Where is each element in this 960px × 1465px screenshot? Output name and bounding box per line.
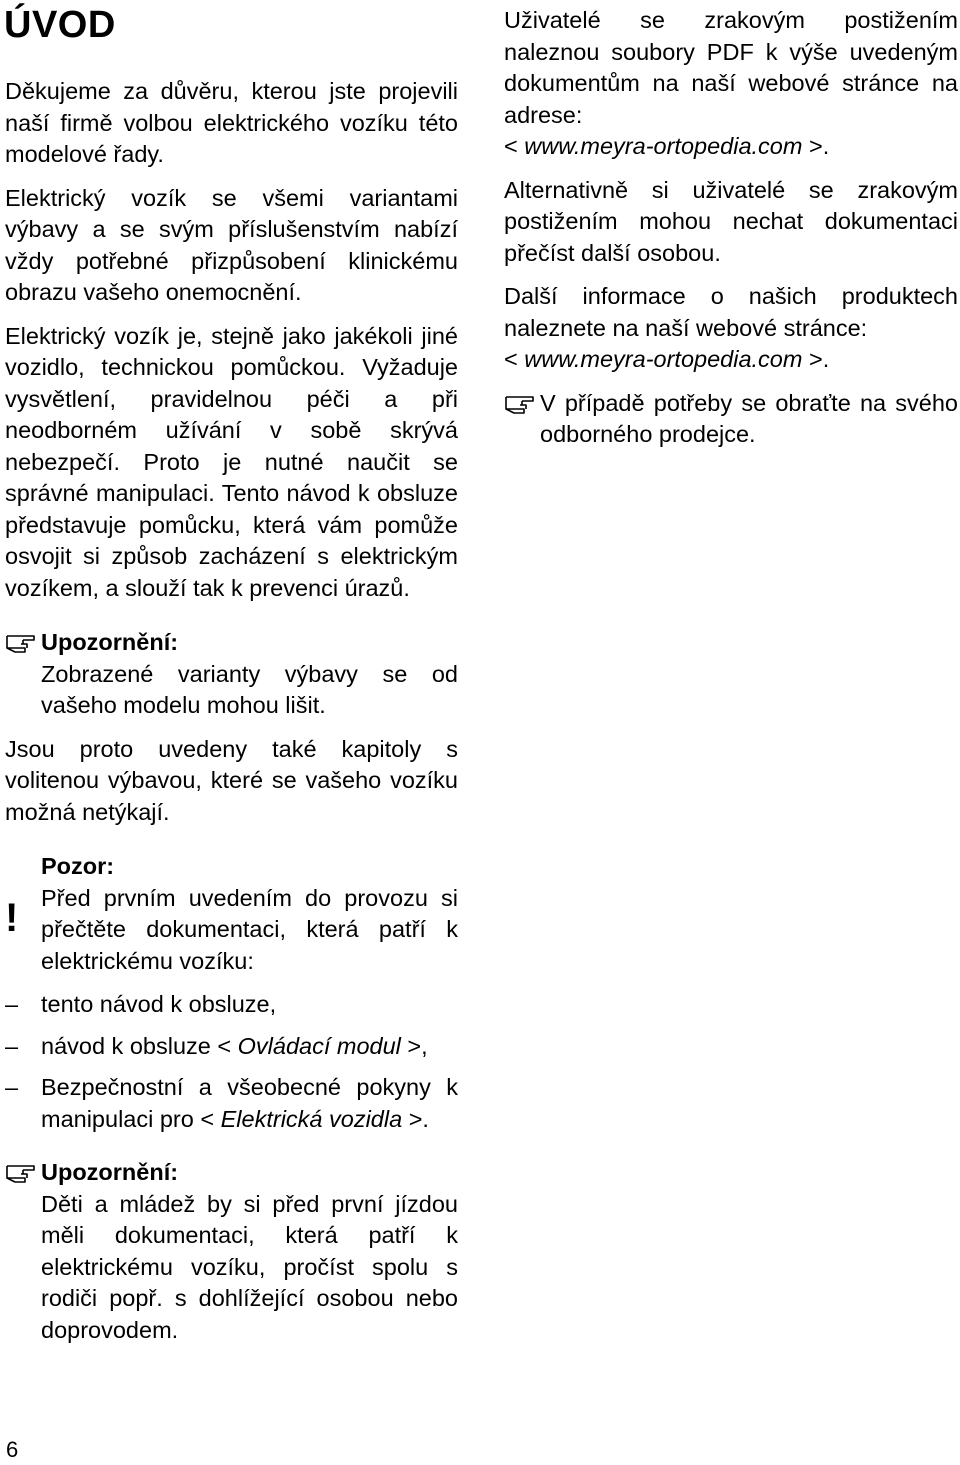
optional-equipment-paragraph: Jsou proto uvedeny také kapitoly s volitenou výbavou, které se vašeho vozíku možná netýkají. bbox=[5, 735, 458, 825]
document-title: Elektrická vozidla bbox=[220, 1105, 403, 1132]
list-item bbox=[5, 989, 458, 1021]
warning-block bbox=[5, 851, 458, 977]
note-text: Děti a mládež by si před první jízdou měli dokumentaci, která patří k elektrickému vozíku, pročíst spolu s rodiči popř. s dohlížející osobou nebo doprovodem. bbox=[41, 1190, 458, 1343]
alternative-paragraph: Alternativně si uživatelé se zrakovým postižením mohou nechat dokumentaci přečíst další osobou. bbox=[504, 176, 958, 266]
note-label: Upozornění: bbox=[41, 1159, 179, 1185]
equipment-paragraph: Elektrický vozík se všemi variantami výbavy a se svým příslušenstvím nabízí vždy potřebné přizpůsobení klinickému obrazu vašeho onemocnění. bbox=[5, 184, 458, 305]
right-column bbox=[504, 5, 958, 451]
intro-paragraph: Děkujeme za důvěru, kterou jste projevili naší firmě volbou elektrického vozíku této modelové řady. bbox=[5, 78, 458, 167]
note-label: Upozornění: bbox=[41, 629, 179, 655]
dash-bullet: – bbox=[5, 1074, 19, 1100]
link-suffix: >. bbox=[802, 346, 830, 372]
link-prefix: < bbox=[504, 133, 525, 159]
list-item-text: návod k obsluze < bbox=[41, 1032, 238, 1059]
list-item-suffix: >, bbox=[400, 1032, 428, 1059]
note-text: Zobrazené varianty výbavy se od vašeho modelu mohou lišit. bbox=[41, 660, 458, 718]
list-item-text: tento návod k obsluze, bbox=[41, 991, 277, 1017]
safety-paragraph: Elektrický vozík je, stejně jako jakékoli jiné vozidlo, technickou pomůckou. Vyžaduje vysvětlení, pravidelnou péči a při neodborném užívání v sobě skrývá nebezpečí. Proto je nutné naučit se správné manipulaci. Tento návod k obsluze představuje pomůcku, která vám pomůže osvojit si způsob zacházení s elektrickým vozíkem, a slouží tak k prevenci úrazů. bbox=[5, 322, 458, 601]
pointing-hand-icon bbox=[504, 388, 536, 416]
note-block bbox=[5, 1157, 458, 1346]
website-link[interactable]: www.meyra-ortopedia.com bbox=[524, 133, 803, 159]
note-text: V případě potřeby se obraťte na svého odborného prodejce. bbox=[540, 389, 958, 447]
dash-bullet: – bbox=[5, 991, 19, 1017]
warning-label: Pozor: bbox=[41, 853, 115, 879]
list-item bbox=[5, 1072, 458, 1135]
paragraph-text: Uživatelé se zrakovým postižením naleznou soubory PDF k výše uvedeným dokumentům na naší webové stránce na adrese: bbox=[504, 7, 958, 128]
note-block bbox=[5, 627, 458, 722]
website-link[interactable]: www.meyra-ortopedia.com bbox=[524, 346, 803, 372]
note-block bbox=[504, 388, 958, 451]
paragraph-text: Další informace o našich produktech naleznete na naší webové stránce: bbox=[504, 283, 958, 341]
document-title: Ovládací modul bbox=[237, 1032, 401, 1059]
dash-bullet: – bbox=[5, 1032, 19, 1059]
warning-text: Před prvním uvedením do provozu si přečtěte dokumentaci, která patří k elektrickému vozíku: bbox=[41, 884, 458, 974]
page-number: 6 bbox=[6, 1437, 19, 1462]
list-item-suffix: >. bbox=[402, 1105, 429, 1132]
exclamation-icon: ! bbox=[5, 896, 19, 940]
left-column bbox=[5, 76, 458, 1346]
more-info-paragraph bbox=[504, 281, 958, 376]
page-title: ÚVOD bbox=[4, 4, 116, 46]
link-prefix: < bbox=[504, 346, 525, 372]
list-item bbox=[5, 1031, 458, 1063]
accessibility-paragraph bbox=[504, 5, 958, 163]
list-item-text: Bezpečnostní a všeobecné pokyny k manipulaci pro < bbox=[41, 1074, 458, 1132]
link-suffix: >. bbox=[802, 133, 830, 159]
pointing-hand-icon bbox=[5, 1157, 37, 1185]
pointing-hand-icon bbox=[5, 627, 37, 655]
